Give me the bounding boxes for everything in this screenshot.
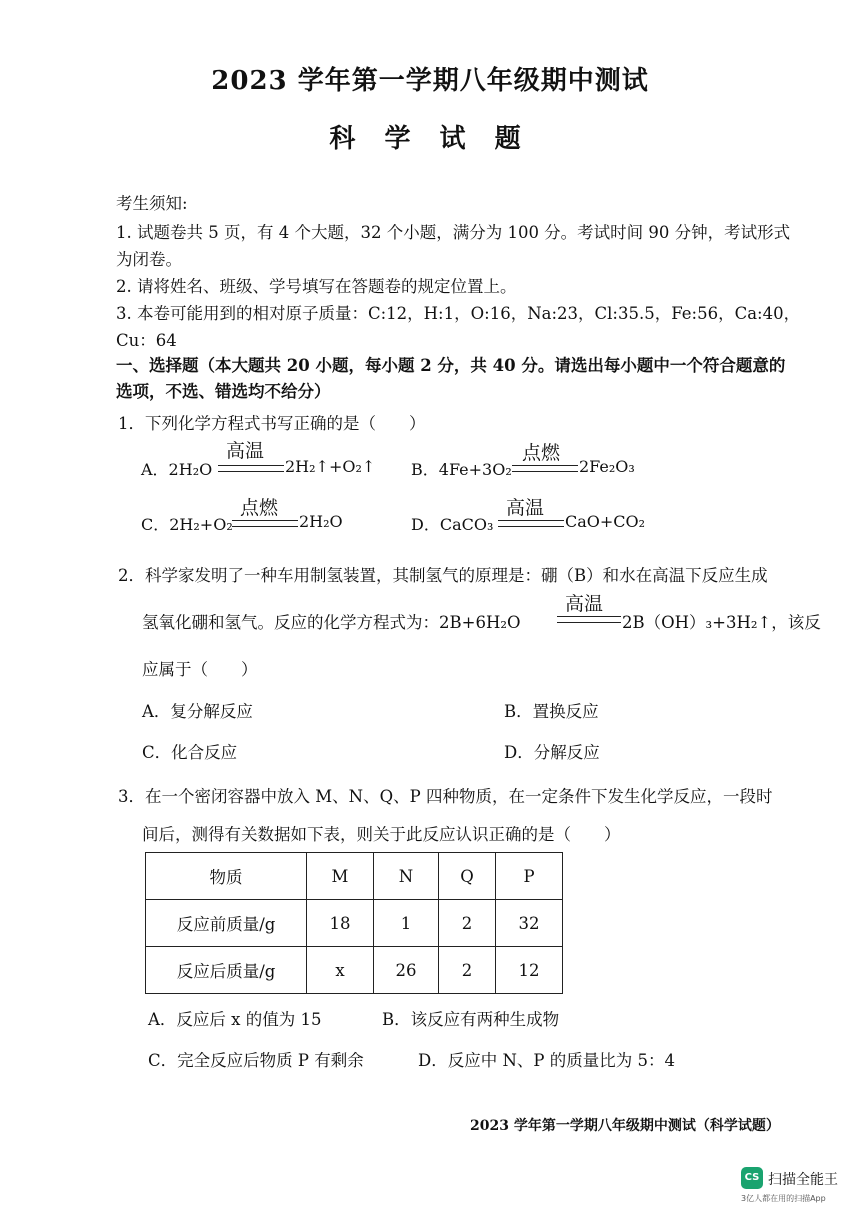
q1-option-a-condition: 高温 bbox=[226, 440, 265, 462]
q2-option-d: D．分解反应 bbox=[504, 743, 600, 762]
table-cell: x bbox=[307, 947, 374, 994]
table-header-cell: 物质 bbox=[146, 853, 307, 900]
q2-option-b: B．置换反应 bbox=[504, 702, 599, 721]
q1-option-a-arrow bbox=[218, 465, 284, 472]
table-header-cell: N bbox=[374, 853, 439, 900]
q2-stem-line-2: 氢氧化硼和氢气。反应的化学方程式为：2B+6H₂O bbox=[142, 613, 521, 632]
q2-stem-line-3: 应属于（ ） bbox=[142, 660, 258, 679]
q2-stem-line-1: 2．科学家发明了一种车用制氢装置，其制氢气的原理是：硼（B）和水在高温下反应生成 bbox=[118, 566, 768, 585]
notice-item-3-cont: Cu：64 bbox=[116, 331, 177, 350]
q1-option-d-arrow bbox=[498, 520, 564, 527]
q1-stem: 1．下列化学方程式书写正确的是（ ） bbox=[118, 414, 426, 433]
section-heading: 一、选择题（本大题共 20 小题，每小题 2 分，共 40 分。请选出每小题中一个符合题意的 bbox=[116, 356, 786, 375]
q1-option-a-products: 2H₂↑+O₂↑ bbox=[285, 457, 376, 476]
camscanner-tagline: 3亿人都在用的扫描App bbox=[741, 1194, 826, 1203]
table-cell: 32 bbox=[496, 900, 563, 947]
table-row bbox=[146, 947, 563, 994]
q2-equation-condition: 高温 bbox=[565, 593, 604, 615]
q1-option-a-reactants: A．2H₂O bbox=[141, 460, 213, 479]
table-header-row bbox=[146, 853, 563, 900]
q3-option-b: B．该反应有两种生成物 bbox=[382, 1010, 560, 1029]
q2-option-c: C．化合反应 bbox=[142, 743, 238, 762]
notice-heading: 考生须知: bbox=[116, 194, 188, 213]
camscanner-logo-icon: CS bbox=[741, 1167, 763, 1189]
q1-option-c-arrow bbox=[232, 520, 298, 527]
table-cell: 反应前质量/g bbox=[146, 900, 307, 947]
table-cell: 12 bbox=[496, 947, 563, 994]
q2-option-a: A．复分解反应 bbox=[142, 702, 253, 721]
q1-option-b-reactants: B．4Fe+3O₂ bbox=[411, 460, 512, 479]
notice-item-2: 2. 请将姓名、班级、学号填写在答题卷的规定位置上。 bbox=[116, 277, 517, 296]
q3-stem-line-2: 间后，测得有关数据如下表，则关于此反应认识正确的是（ ） bbox=[142, 825, 621, 844]
q3-option-c: C．完全反应后物质 P 有剩余 bbox=[148, 1051, 364, 1070]
table-cell: 1 bbox=[374, 900, 439, 947]
page-footer: 2023 学年第一学期八年级期中测试（科学试题） bbox=[470, 1118, 780, 1134]
table-header-cell: M bbox=[307, 853, 374, 900]
q1-option-c-reactants: C．2H₂+O₂ bbox=[141, 515, 233, 534]
q3-option-d: D．反应中 N、P 的质量比为 5：4 bbox=[418, 1051, 675, 1070]
section-heading-cont: 选项，不选、错选均不给分） bbox=[116, 382, 331, 401]
q1-option-b-arrow bbox=[512, 465, 578, 472]
q2-equation-arrow bbox=[557, 616, 621, 623]
notice-item-3: 3. 本卷可能用到的相对原子质量：C:12，H:1，O:16，Na:23，Cl:35.5，Fe:56，Ca:40， bbox=[116, 304, 801, 323]
exam-subtitle: 科 学 试 题 bbox=[329, 124, 531, 154]
table-cell: 2 bbox=[439, 947, 496, 994]
q3-stem-line-1: 3．在一个密闭容器中放入 M、N、Q、P 四种物质，在一定条件下发生化学反应，一段时 bbox=[118, 787, 773, 806]
table-header-cell: Q bbox=[439, 853, 496, 900]
q1-option-c-products: 2H₂O bbox=[299, 512, 343, 531]
q1-option-d-products: CaO+CO₂ bbox=[565, 512, 646, 531]
notice-item-1: 1. 试题卷共 5 页，有 4 个大题，32 个小题，满分为 100 分。考试时间 90 分钟，考试形式 bbox=[116, 223, 791, 242]
q1-option-c-condition: 点燃 bbox=[240, 497, 279, 519]
table-cell: 反应后质量/g bbox=[146, 947, 307, 994]
exam-title: 2023 学年第一学期八年级期中测试 bbox=[211, 66, 649, 96]
q3-data-table bbox=[145, 852, 563, 994]
table-cell: 2 bbox=[439, 900, 496, 947]
table-header-cell: P bbox=[496, 853, 563, 900]
table-cell: 26 bbox=[374, 947, 439, 994]
q1-option-d-condition: 高温 bbox=[506, 497, 545, 519]
q1-option-b-products: 2Fe₂O₃ bbox=[579, 457, 635, 476]
notice-item-1-cont: 为闭卷。 bbox=[116, 250, 182, 269]
table-cell: 18 bbox=[307, 900, 374, 947]
camscanner-name: 扫描全能王 bbox=[768, 1172, 838, 1188]
q1-option-d-reactants: D．CaCO₃ bbox=[411, 515, 494, 534]
q3-option-a: A．反应后 x 的值为 15 bbox=[148, 1010, 322, 1029]
table-row bbox=[146, 900, 563, 947]
q2-stem-line-2-products: 2B（OH）₃+3H₂↑，该反 bbox=[622, 613, 821, 632]
q1-option-b-condition: 点燃 bbox=[522, 442, 561, 464]
